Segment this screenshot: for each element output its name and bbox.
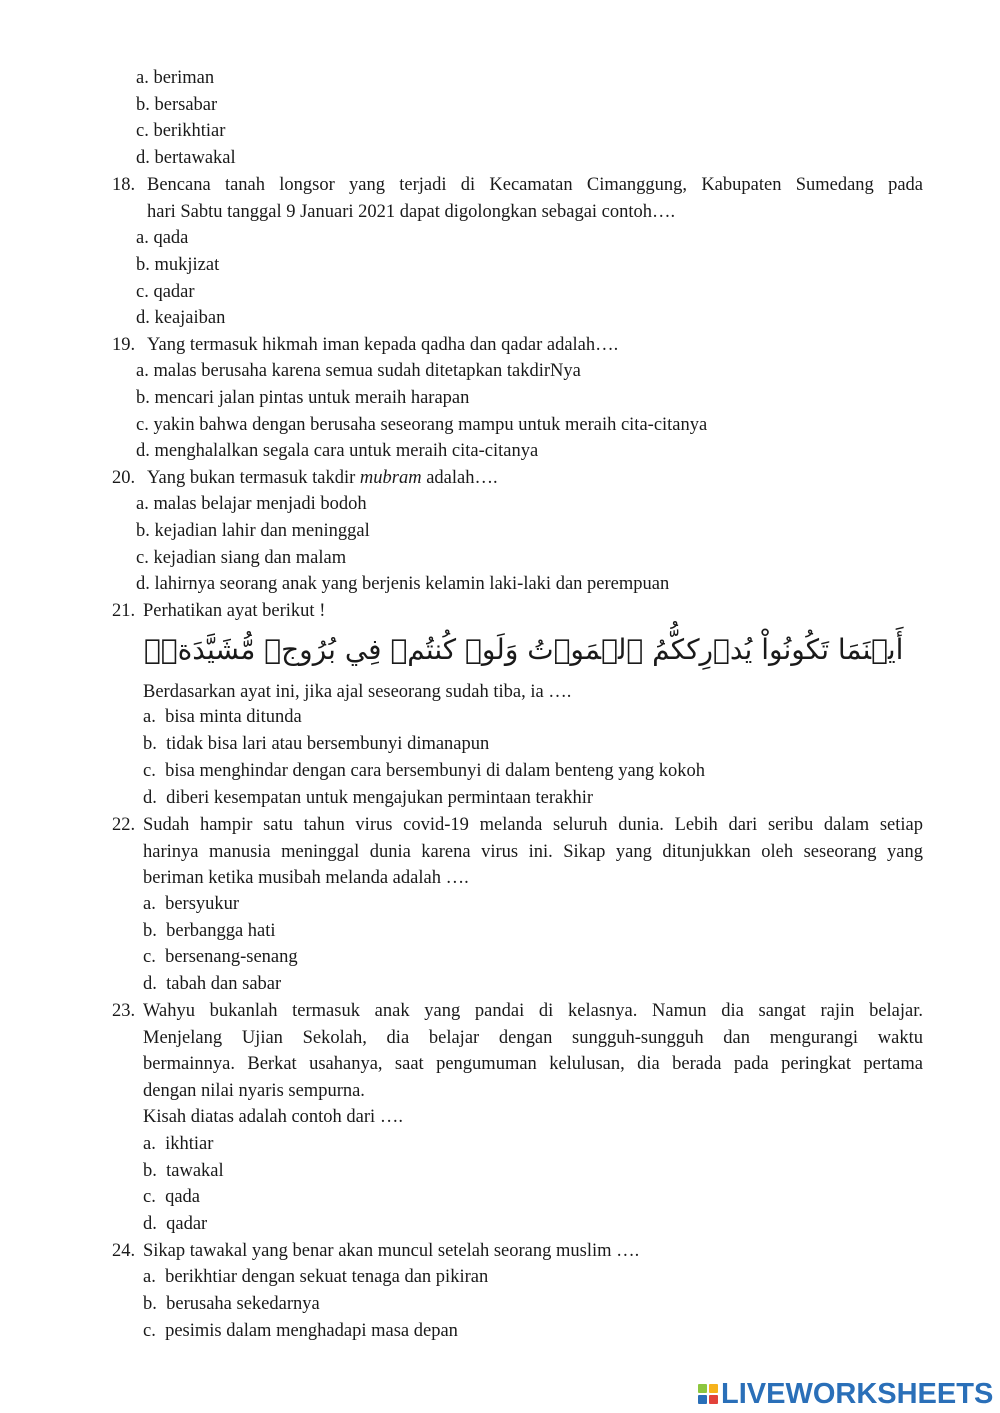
q23-option-a: a. ikhtiar xyxy=(143,1134,214,1154)
q19-text: Yang termasuk hikmah iman kepada qadha dan qadar adalah…. xyxy=(147,335,619,355)
q20-text: Yang bukan termasuk takdir mubram adalah…. xyxy=(147,468,498,488)
q22-option-d: d. tabah dan sabar xyxy=(143,974,282,994)
q17-option-a: a. beriman xyxy=(136,68,215,88)
q21-option-d: d. diberi kesempatan untuk mengajukan permintaan terakhir xyxy=(143,788,594,808)
q24-option-b: b. berusaha sekedarnya xyxy=(143,1294,320,1314)
q21-arabic-verse: أَيۡنَمَا تَكُونُواْ يُدۡرِككُّمُ ٱلۡمَوۡتُ وَلَوۡ كُنتُمۡ فِي بُرُوجٖ مُّشَيَّدَةٖۗ xyxy=(144,633,904,666)
q18-option-b: b. mukjizat xyxy=(136,255,220,275)
q19-option-a: a. malas berusaha karena semua sudah ditetapkan takdirNya xyxy=(136,361,581,381)
q21-text: Perhatikan ayat berikut ! xyxy=(143,601,326,621)
logo-square-blue xyxy=(698,1395,707,1404)
q24-text: Sikap tawakal yang benar akan muncul setelah seorang muslim …. xyxy=(143,1241,640,1261)
q22-number: 22. xyxy=(112,815,136,835)
q24-option-c: c. pesimis dalam menghadapi masa depan xyxy=(143,1321,458,1341)
q23-text-line4: dengan nilai nyaris sempurna. xyxy=(143,1081,365,1101)
q22-text-line3: beriman ketika musibah melanda adalah …. xyxy=(143,868,469,888)
logo-square-red xyxy=(709,1395,718,1404)
q20-option-b: b. kejadian lahir dan meninggal xyxy=(136,521,370,541)
q17-option-b: b. bersabar xyxy=(136,95,218,115)
q20-italic-term: mubram xyxy=(359,468,422,488)
q20-option-a: a. malas belajar menjadi bodoh xyxy=(136,494,367,514)
liveworksheets-mark-icon xyxy=(698,1384,718,1404)
q17-option-c: c. berikhtiar xyxy=(136,121,226,141)
q19-number: 19. xyxy=(112,335,136,355)
logo-square-yellow xyxy=(709,1384,718,1393)
q22-text-line2: harinya manusia meninggal dunia karena virus ini. Sikap yang ditunjukkan oleh seseorang yang xyxy=(143,842,923,862)
q24-number: 24. xyxy=(112,1241,136,1261)
q18-option-a: a. qada xyxy=(136,228,189,248)
q19-option-c: c. yakin bahwa dengan berusaha seseorang mampu untuk meraih cita-citanya xyxy=(136,415,708,435)
q18-option-d: d. keajaiban xyxy=(136,308,226,328)
q20-number: 20. xyxy=(112,468,136,488)
q22-option-a: a. bersyukur xyxy=(143,894,240,914)
q23-option-d: d. qadar xyxy=(143,1214,208,1234)
q23-text-line1: Wahyu bukanlah termasuk anak yang pandai di kelasnya. Namun dia sangat rajin belajar. xyxy=(143,1001,923,1021)
q18-number: 18. xyxy=(112,175,136,195)
liveworksheets-logo xyxy=(698,1378,993,1410)
q21-option-c: c. bisa menghindar dengan cara bersembunyi di dalam benteng yang kokoh xyxy=(143,761,706,781)
q18-text-line1: Bencana tanah longsor yang terjadi di Kecamatan Cimanggung, Kabupaten Sumedang pada xyxy=(147,175,923,195)
q21-option-b: b. tidak bisa lari atau bersembunyi dimanapun xyxy=(143,734,490,754)
q21-prompt: Berdasarkan ayat ini, jika ajal seseorang sudah tiba, ia …. xyxy=(143,682,572,702)
q18-text-line2: hari Sabtu tanggal 9 Januari 2021 dapat digolongkan sebagai contoh…. xyxy=(147,202,676,222)
liveworksheets-wordmark: LIVEWORKSHEETS xyxy=(721,1377,994,1410)
q23-number: 23. xyxy=(112,1001,136,1021)
q24-option-a: a. berikhtiar dengan sekuat tenaga dan pikiran xyxy=(143,1267,489,1287)
q18-option-c: c. qadar xyxy=(136,282,195,302)
q23-prompt: Kisah diatas adalah contoh dari …. xyxy=(143,1107,403,1127)
q21-number: 21. xyxy=(112,601,136,621)
q23-text-line3: bermainnya. Berkat usahanya, saat pengumuman kelulusan, dia berada pada peringkat pertama xyxy=(143,1054,923,1074)
q19-option-b: b. mencari jalan pintas untuk meraih harapan xyxy=(136,388,470,408)
q19-option-d: d. menghalalkan segala cara untuk meraih cita-citanya xyxy=(136,441,539,461)
q23-text-line2: Menjelang Ujian Sekolah, dia belajar dengan sungguh-sungguh dan mengurangi waktu xyxy=(143,1028,923,1048)
logo-square-green xyxy=(698,1384,707,1393)
q23-option-c: c. qada xyxy=(143,1187,201,1207)
q22-text-line1: Sudah hampir satu tahun virus covid-19 melanda seluruh dunia. Lebih dari seribu dalam setiap xyxy=(143,815,923,835)
q21-option-a: a. bisa minta ditunda xyxy=(143,707,302,727)
q17-option-d: d. bertawakal xyxy=(136,148,236,168)
q20-option-d: d. lahirnya seorang anak yang berjenis kelamin laki-laki dan perempuan xyxy=(136,574,670,594)
q23-option-b: b. tawakal xyxy=(143,1161,224,1181)
q22-option-b: b. berbangga hati xyxy=(143,921,276,941)
q22-option-c: c. bersenang-senang xyxy=(143,947,298,967)
q20-option-c: c. kejadian siang dan malam xyxy=(136,548,347,568)
